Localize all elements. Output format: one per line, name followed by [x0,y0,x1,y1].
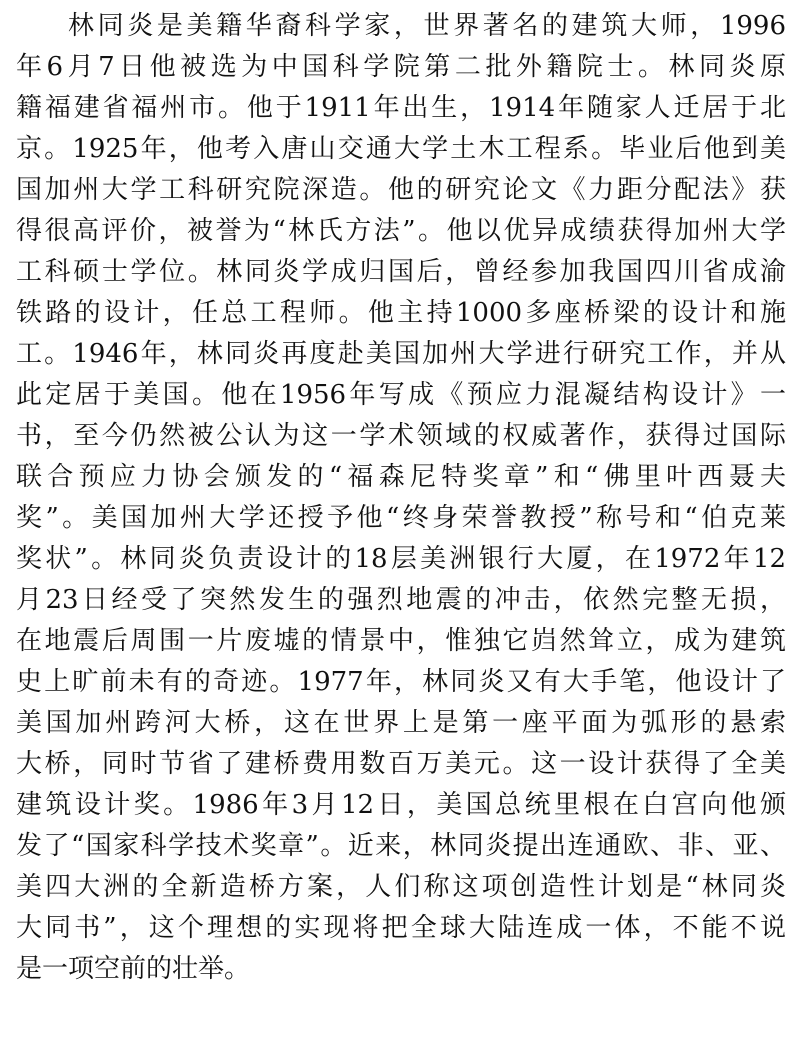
text-line: 工科硕士学位。林同炎学成归国后，曾经参加我国四川省成渝 [16,257,786,287]
text-line: 奖”。美国加州大学还授予他“终身荣誉教授”称号和“伯克莱 [16,503,786,533]
text-line: 年6月7日他被选为中国科学院第二批外籍院士。林同炎原 [16,52,786,82]
text-line: 籍福建省福州市。他于1911年出生，1914年随家人迁居于北 [16,93,786,123]
text-line: 史上旷前未有的奇迹。1977年，林同炎又有大手笔，他设计了 [16,667,786,697]
text-line: 是一项空前的壮举。 [16,954,251,984]
text-line: 在地震后周围一片废墟的情景中，惟独它岿然耸立，成为建筑 [16,626,786,656]
text-line: 美四大洲的全新造桥方案，人们称这项创造性计划是“林同炎 [16,872,786,902]
text-line: 书，至今仍然被公认为这一学术领域的权威著作，获得过国际 [16,421,786,451]
text-line: 奖状”。林同炎负责设计的18层美洲银行大厦，在1972年12 [16,544,786,574]
text-line: 大同书”，这个理想的实现将把全球大陆连成一体，不能不说 [16,913,786,943]
text-line: 联合预应力协会颁发的“福森尼特奖章”和“佛里叶西聂夫 [16,462,786,492]
text-line: 建筑设计奖。1986年3月12日，美国总统里根在白宫向他颁 [16,790,786,820]
body-paragraph [16,6,786,990]
text-line: 此定居于美国。他在1956年写成《预应力混凝结构设计》一 [16,380,786,410]
text-line: 工。1946年，林同炎再度赴美国加州大学进行研究工作，并从 [16,339,786,369]
text-line: 发了“国家科学技术奖章”。近来，林同炎提出连通欧、非、亚、 [16,831,786,861]
text-line: 大桥，同时节省了建桥费用数百万美元。这一设计获得了全美 [16,749,786,779]
text-line: 铁路的设计，任总工程师。他主持1000多座桥梁的设计和施 [16,298,786,328]
text-line: 京。1925年，他考入唐山交通大学土木工程系。毕业后他到美 [16,134,786,164]
text-line: 美国加州跨河大桥，这在世界上是第一座平面为弧形的悬索 [16,708,786,738]
text-line: 得很高评价，被誉为“林氏方法”。他以优异成绩获得加州大学 [16,216,786,246]
text-line: 国加州大学工科研究院深造。他的研究论文《力距分配法》获 [16,175,786,205]
text-line: 月23日经受了突然发生的强烈地震的冲击，依然完整无损， [16,585,786,615]
text-line: 林同炎是美籍华裔科学家，世界著名的建筑大师，1996 [68,11,786,41]
